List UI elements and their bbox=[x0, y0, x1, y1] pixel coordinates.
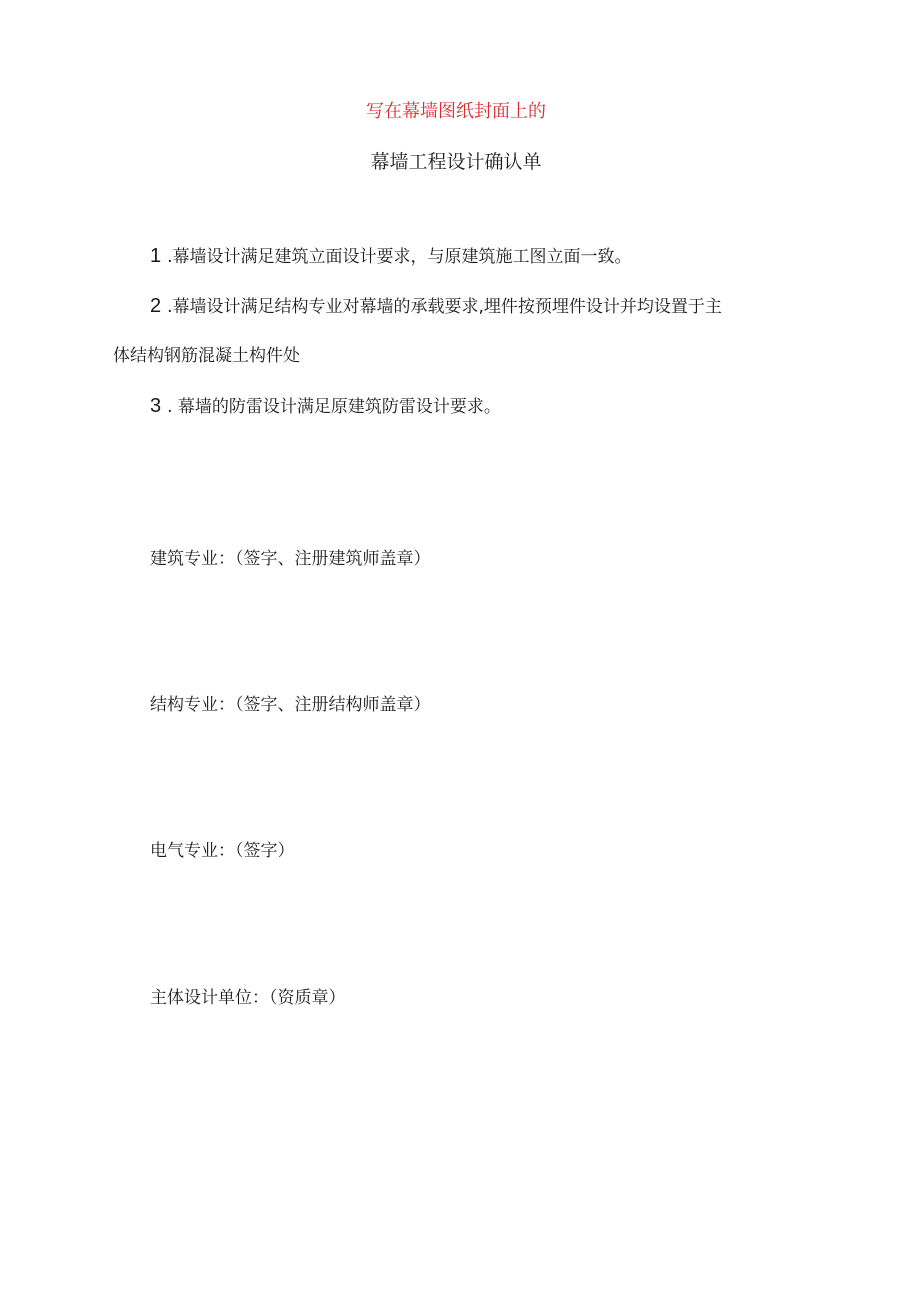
item-text: .幕墙设计满足结构专业对幕墙的承载要求,埋件按预埋件设计并均设置于主 bbox=[167, 297, 722, 317]
signature-architecture: 建筑专业：（签字、注册建筑师盖章） bbox=[150, 549, 431, 569]
signature-structure: 结构专业：（签字、注册结构师盖章） bbox=[150, 695, 431, 715]
requirement-item-2 bbox=[150, 295, 722, 318]
cover-note: 写在幕墙图纸封面上的 bbox=[366, 101, 546, 122]
item-text: .幕墙设计满足建筑立面设计要求，与原建筑施工图立面一致。 bbox=[167, 247, 632, 267]
item-number: 2 bbox=[150, 295, 162, 317]
requirement-item-2-continuation: 体结构钢筋混凝土构件处 bbox=[113, 346, 300, 366]
signature-electrical: 电气专业：（签字） bbox=[150, 841, 295, 861]
item-number: 1 bbox=[150, 245, 162, 267]
item-text: . 幕墙的防雷设计满足原建筑防雷设计要求。 bbox=[167, 397, 501, 417]
signature-design-unit: 主体设计单位：（资质章） bbox=[150, 988, 346, 1008]
requirement-item-3 bbox=[150, 395, 501, 418]
item-number: 3 bbox=[150, 395, 162, 417]
requirement-item-1 bbox=[150, 245, 632, 268]
document-title: 幕墙工程设计确认单 bbox=[370, 151, 542, 173]
